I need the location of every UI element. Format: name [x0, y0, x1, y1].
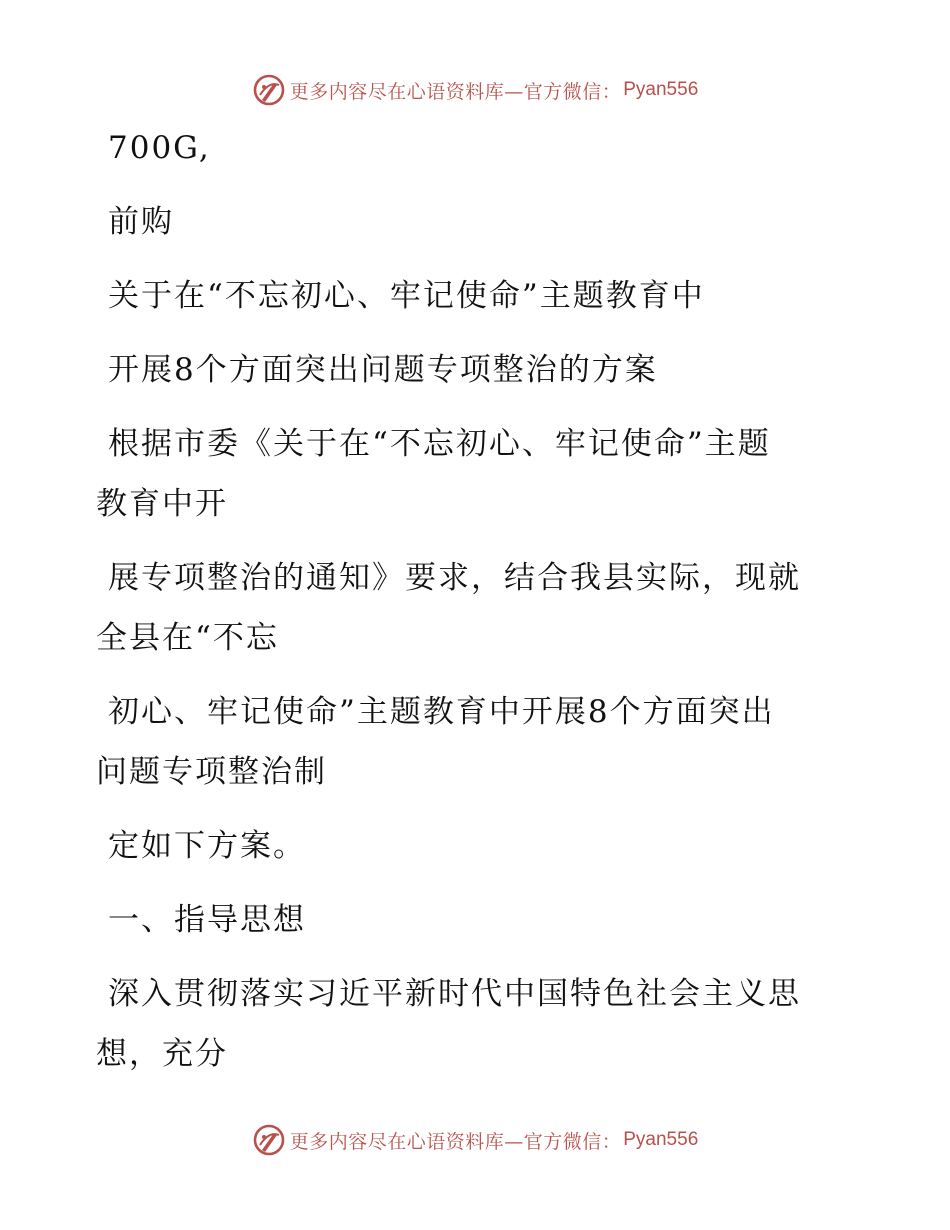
watermark-wechat-id: Pyan556	[623, 79, 699, 100]
text-line: 教育中开	[96, 486, 228, 522]
text-line: 根据市委《关于在“不忘初心、牢记使命”主题	[108, 426, 771, 462]
document-title-line-1: 关于在“不忘初心、牢记使命”主题教育中	[108, 278, 705, 314]
pen-logo-icon	[252, 1123, 286, 1157]
document-title-line-2: 开展8个方面突出问题专项整治的方案	[108, 352, 658, 388]
footer-watermark	[0, 1120, 950, 1160]
pen-logo-icon	[252, 73, 286, 107]
text-line: 问题专项整治制	[96, 754, 327, 790]
text-line: 全县在“不忘	[96, 620, 279, 656]
text-line: 展专项整治的通知》要求，结合我县实际，现就	[108, 560, 801, 596]
watermark-wechat-id: Pyan556	[623, 1129, 699, 1150]
text-line: 定如下方案。	[108, 828, 306, 864]
watermark-text: 更多内容尽在心语资料库—官方微信：	[289, 80, 622, 103]
header-watermark	[0, 70, 950, 110]
section-heading: 一、指导思想	[108, 902, 306, 938]
text-line: 深入贯彻落实习近平新时代中国特色社会主义思	[108, 976, 801, 1012]
text-line: 700G,	[108, 130, 211, 166]
text-line: 前购	[108, 204, 174, 240]
text-line: 想，充分	[96, 1036, 228, 1072]
document-body	[96, 118, 836, 1084]
text-line: 初心、牢记使命”主题教育中开展8个方面突出	[108, 694, 775, 730]
watermark-text: 更多内容尽在心语资料库—官方微信：	[289, 1130, 622, 1153]
